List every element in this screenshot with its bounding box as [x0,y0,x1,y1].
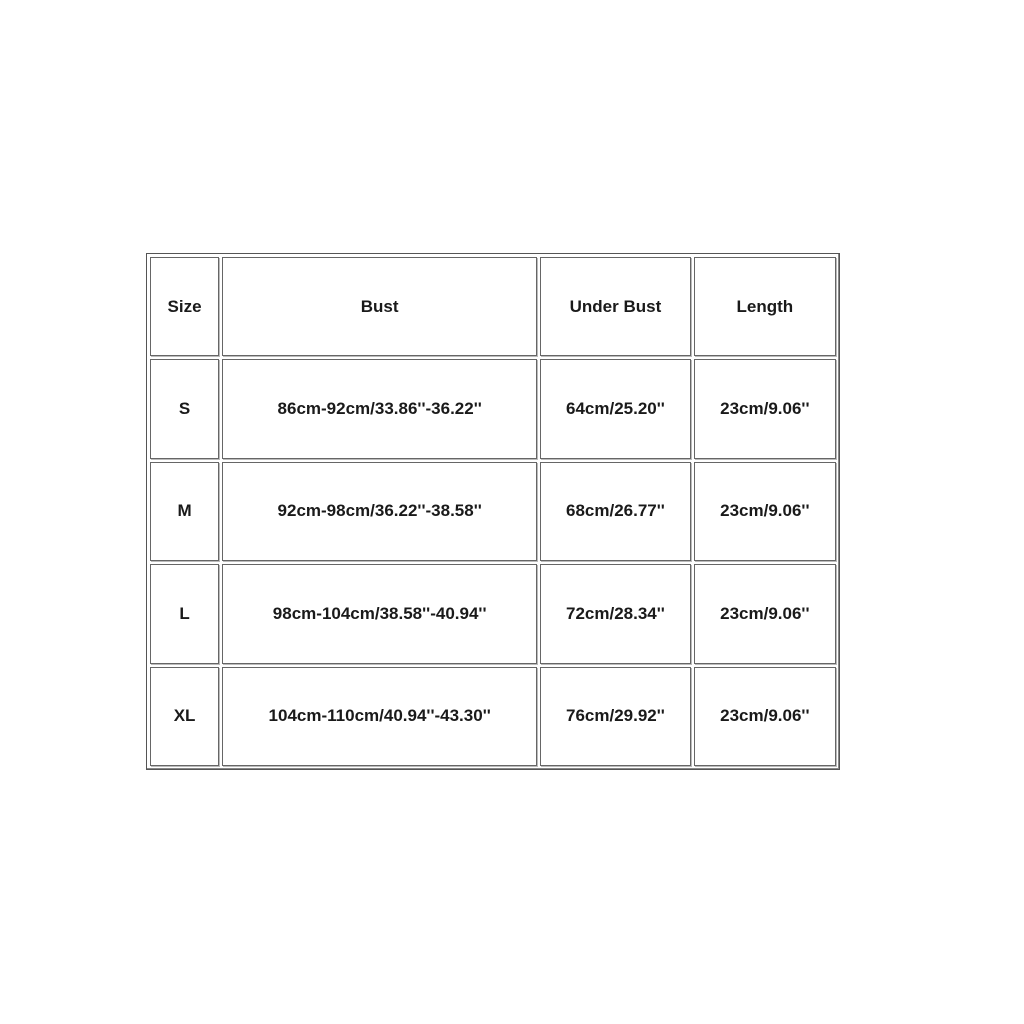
cell-size: XL [150,667,219,766]
header-length: Length [694,257,836,356]
cell-under-bust: 76cm/29.92'' [540,667,690,766]
cell-under-bust: 68cm/26.77'' [540,462,690,561]
header-under-bust: Under Bust [540,257,690,356]
table-row [150,564,836,663]
cell-bust: 104cm-110cm/40.94''-43.30'' [222,667,537,766]
cell-bust: 92cm-98cm/36.22''-38.58'' [222,462,537,561]
cell-bust: 86cm-92cm/33.86''-36.22'' [222,359,537,458]
size-chart-table [146,253,840,770]
cell-under-bust: 64cm/25.20'' [540,359,690,458]
cell-size: L [150,564,219,663]
table-header-row [150,257,836,356]
table-row [150,359,836,458]
cell-size: S [150,359,219,458]
table-row [150,462,836,561]
table-row [150,667,836,766]
cell-under-bust: 72cm/28.34'' [540,564,690,663]
cell-length: 23cm/9.06'' [694,667,836,766]
header-bust: Bust [222,257,537,356]
cell-length: 23cm/9.06'' [694,564,836,663]
cell-length: 23cm/9.06'' [694,359,836,458]
header-size: Size [150,257,219,356]
cell-size: M [150,462,219,561]
cell-bust: 98cm-104cm/38.58''-40.94'' [222,564,537,663]
cell-length: 23cm/9.06'' [694,462,836,561]
